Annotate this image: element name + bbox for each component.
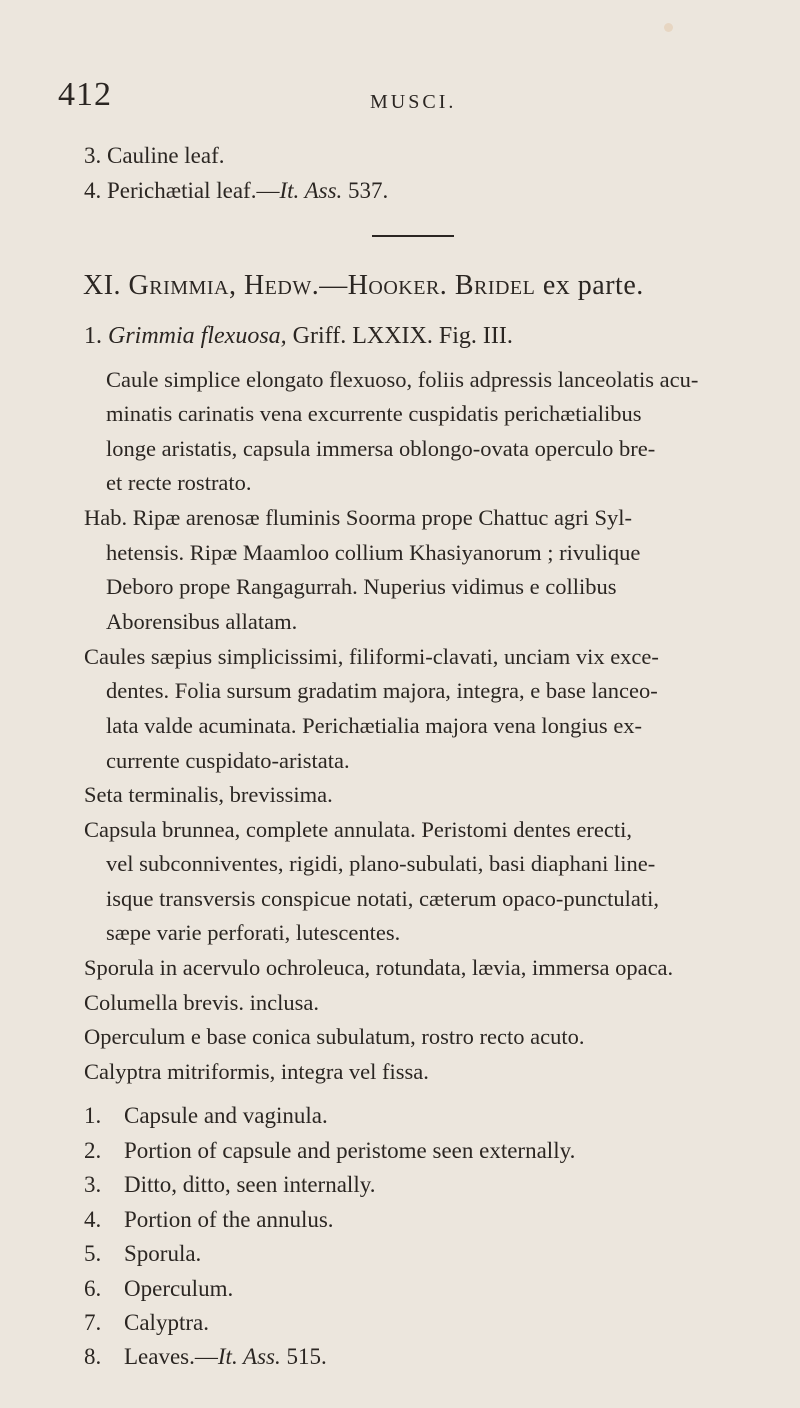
page-number: 412 bbox=[58, 76, 112, 113]
desc-line: et recte rostrato. bbox=[106, 470, 252, 495]
species-title: 1. Grimmia flexuosa, Griff. LXXIX. Fig. III. bbox=[84, 323, 513, 349]
desc-line: Sporula in acervulo ochroleuca, rotundata, lævia, immersa opaca. bbox=[84, 955, 674, 980]
caption-3: 3. Cauline leaf. bbox=[84, 143, 225, 168]
desc-line: lata valde acuminata. Perichætialia majora vena longius ex- bbox=[106, 713, 643, 738]
section-heading: XI. Grimmia, Hedw.—Hooker. Bridel ex parte. bbox=[83, 270, 644, 301]
desc-line: longe aristatis, capsula immersa oblongo-ovata operculo bre- bbox=[106, 436, 656, 461]
figure-list-item: 5. Sporula. bbox=[84, 1241, 202, 1266]
desc-line: sæpe varie perforati, lutescentes. bbox=[106, 920, 401, 945]
desc-line: currente cuspidato-aristata. bbox=[106, 748, 350, 773]
figure-list-item: 1. Capsule and vaginula. bbox=[84, 1103, 328, 1128]
desc-line: isque transversis conspicue notati, cæterum opaco-punctulati, bbox=[106, 886, 659, 911]
desc-line: vel subconniventes, rigidi, plano-subulati, basi diaphani line- bbox=[106, 851, 656, 876]
desc-line: Deboro prope Rangagurrah. Nuperius vidimus e collibus bbox=[106, 574, 617, 599]
desc-line: Caules sæpius simplicissimi, filiformi-clavati, unciam vix exce- bbox=[84, 644, 659, 669]
figure-list-item: 3. Ditto, ditto, seen internally. bbox=[84, 1172, 376, 1197]
desc-line: minatis carinatis vena excurrente cuspidatis perichætialibus bbox=[106, 401, 642, 426]
desc-line: Operculum e base conica subulatum, rostro recto acuto. bbox=[84, 1024, 585, 1049]
desc-line: Columella brevis. inclusa. bbox=[84, 990, 319, 1015]
running-head: MUSCI. bbox=[370, 91, 457, 113]
section-divider bbox=[372, 235, 454, 237]
caption-4: 4. Perichætial leaf.—It. Ass. 537. bbox=[84, 178, 389, 203]
figure-list-item: 7. Calyptra. bbox=[84, 1310, 209, 1335]
desc-line: Aborensibus allatam. bbox=[106, 609, 298, 634]
figure-list-item: 8. Leaves.—It. Ass. 515. bbox=[84, 1344, 327, 1369]
desc-line: dentes. Folia sursum gradatim majora, integra, e base lanceo- bbox=[106, 678, 658, 703]
paper-spot bbox=[664, 23, 673, 32]
figure-list-item: 4. Portion of the annulus. bbox=[84, 1207, 334, 1232]
figure-list-item: 6. Operculum. bbox=[84, 1276, 234, 1301]
desc-line: Capsula brunnea, complete annulata. Peristomi dentes erecti, bbox=[84, 817, 632, 842]
desc-line: Caule simplice elongato flexuoso, foliis adpressis lanceolatis acu- bbox=[106, 367, 699, 392]
desc-line: Calyptra mitriformis, integra vel fissa. bbox=[84, 1059, 429, 1084]
desc-line: hetensis. Ripæ Maamloo collium Khasiyanorum ; rivulique bbox=[106, 540, 641, 565]
habitat-line: Hab. Ripæ arenosæ fluminis Soorma prope Chattuc agri Syl- bbox=[84, 505, 633, 530]
figure-list-item: 2. Portion of capsule and peristome seen externally. bbox=[84, 1138, 576, 1163]
desc-line: Seta terminalis, brevissima. bbox=[84, 782, 333, 807]
